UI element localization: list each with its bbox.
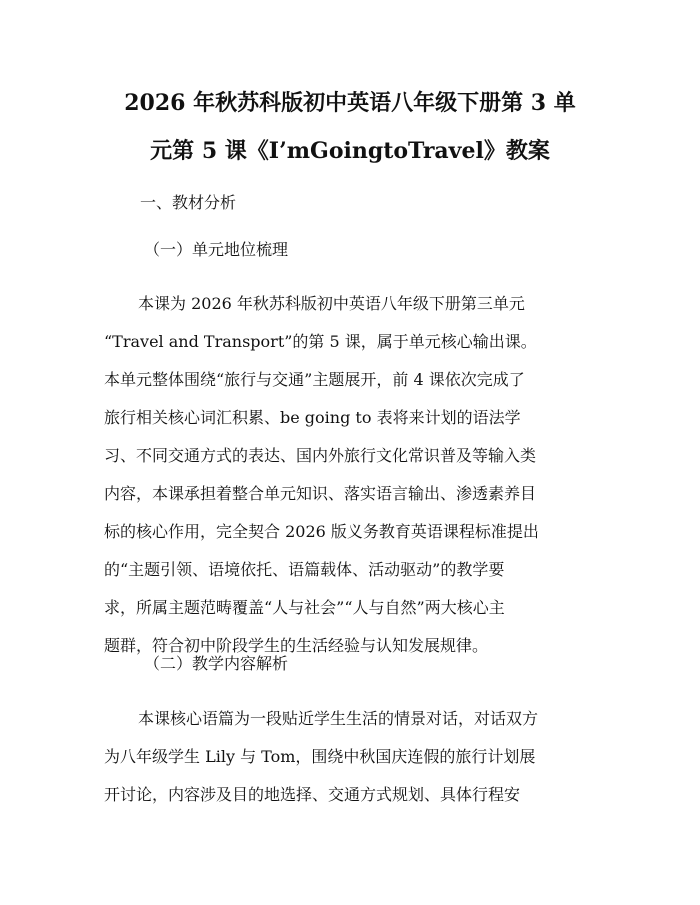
paragraph-line: 求，所属主题范畴覆盖“人与社会”“人与自然”两大核心主: [104, 598, 505, 617]
paragraph-line: 本课核心语篇为一段贴近学生生活的情景对话，对话双方: [138, 709, 539, 728]
paragraph-content-analysis: [104, 700, 596, 814]
paragraph-line: “Travel and Transport”的第 5 课，属于单元核心输出课。: [104, 332, 537, 351]
paragraph-line: 为八年级学生 Lily 与 Tom，围绕中秋国庆连假的旅行计划展: [104, 747, 536, 766]
paragraph-line: 本课为 2026 年秋苏科版初中英语八年级下册第三单元: [138, 294, 525, 313]
paragraph-line: 旅行相关核心词汇积累、be going to 表将来计划的语法学: [104, 408, 521, 427]
paragraph-unit-position: [104, 285, 596, 665]
subsection-heading-unit-position: （一）单元地位梳理: [144, 240, 289, 259]
paragraph-line: 的“主题引领、语境依托、语篇载体、活动驱动”的教学要: [104, 560, 505, 579]
section-heading-textbook-analysis: 一、教材分析: [140, 193, 237, 212]
subsection-heading-content-analysis: （二）教学内容解析: [144, 654, 289, 673]
paragraph-line: 本单元整体围绕“旅行与交通”主题展开，前 4 课依次完成了: [104, 370, 525, 389]
document-title-line-2: 元第 5 课《I’mGoingtoTravel》教案: [150, 138, 550, 164]
paragraph-line: 标的核心作用，完全契合 2026 版义务教育英语课程标准提出: [104, 522, 539, 541]
paragraph-line: 题群，符合初中阶段学生的生活经验与认知发展规律。: [104, 636, 489, 655]
paragraph-line: 内容，本课承担着整合单元知识、落实语言输出、渗透素养目: [104, 484, 537, 503]
document-title-line-1: 2026 年秋苏科版初中英语八年级下册第 3 单: [124, 90, 576, 116]
paragraph-line: 开讨论，内容涉及目的地选择、交通方式规划、具体行程安: [104, 785, 521, 804]
paragraph-line: 习、不同交通方式的表达、国内外旅行文化常识普及等输入类: [104, 446, 537, 465]
